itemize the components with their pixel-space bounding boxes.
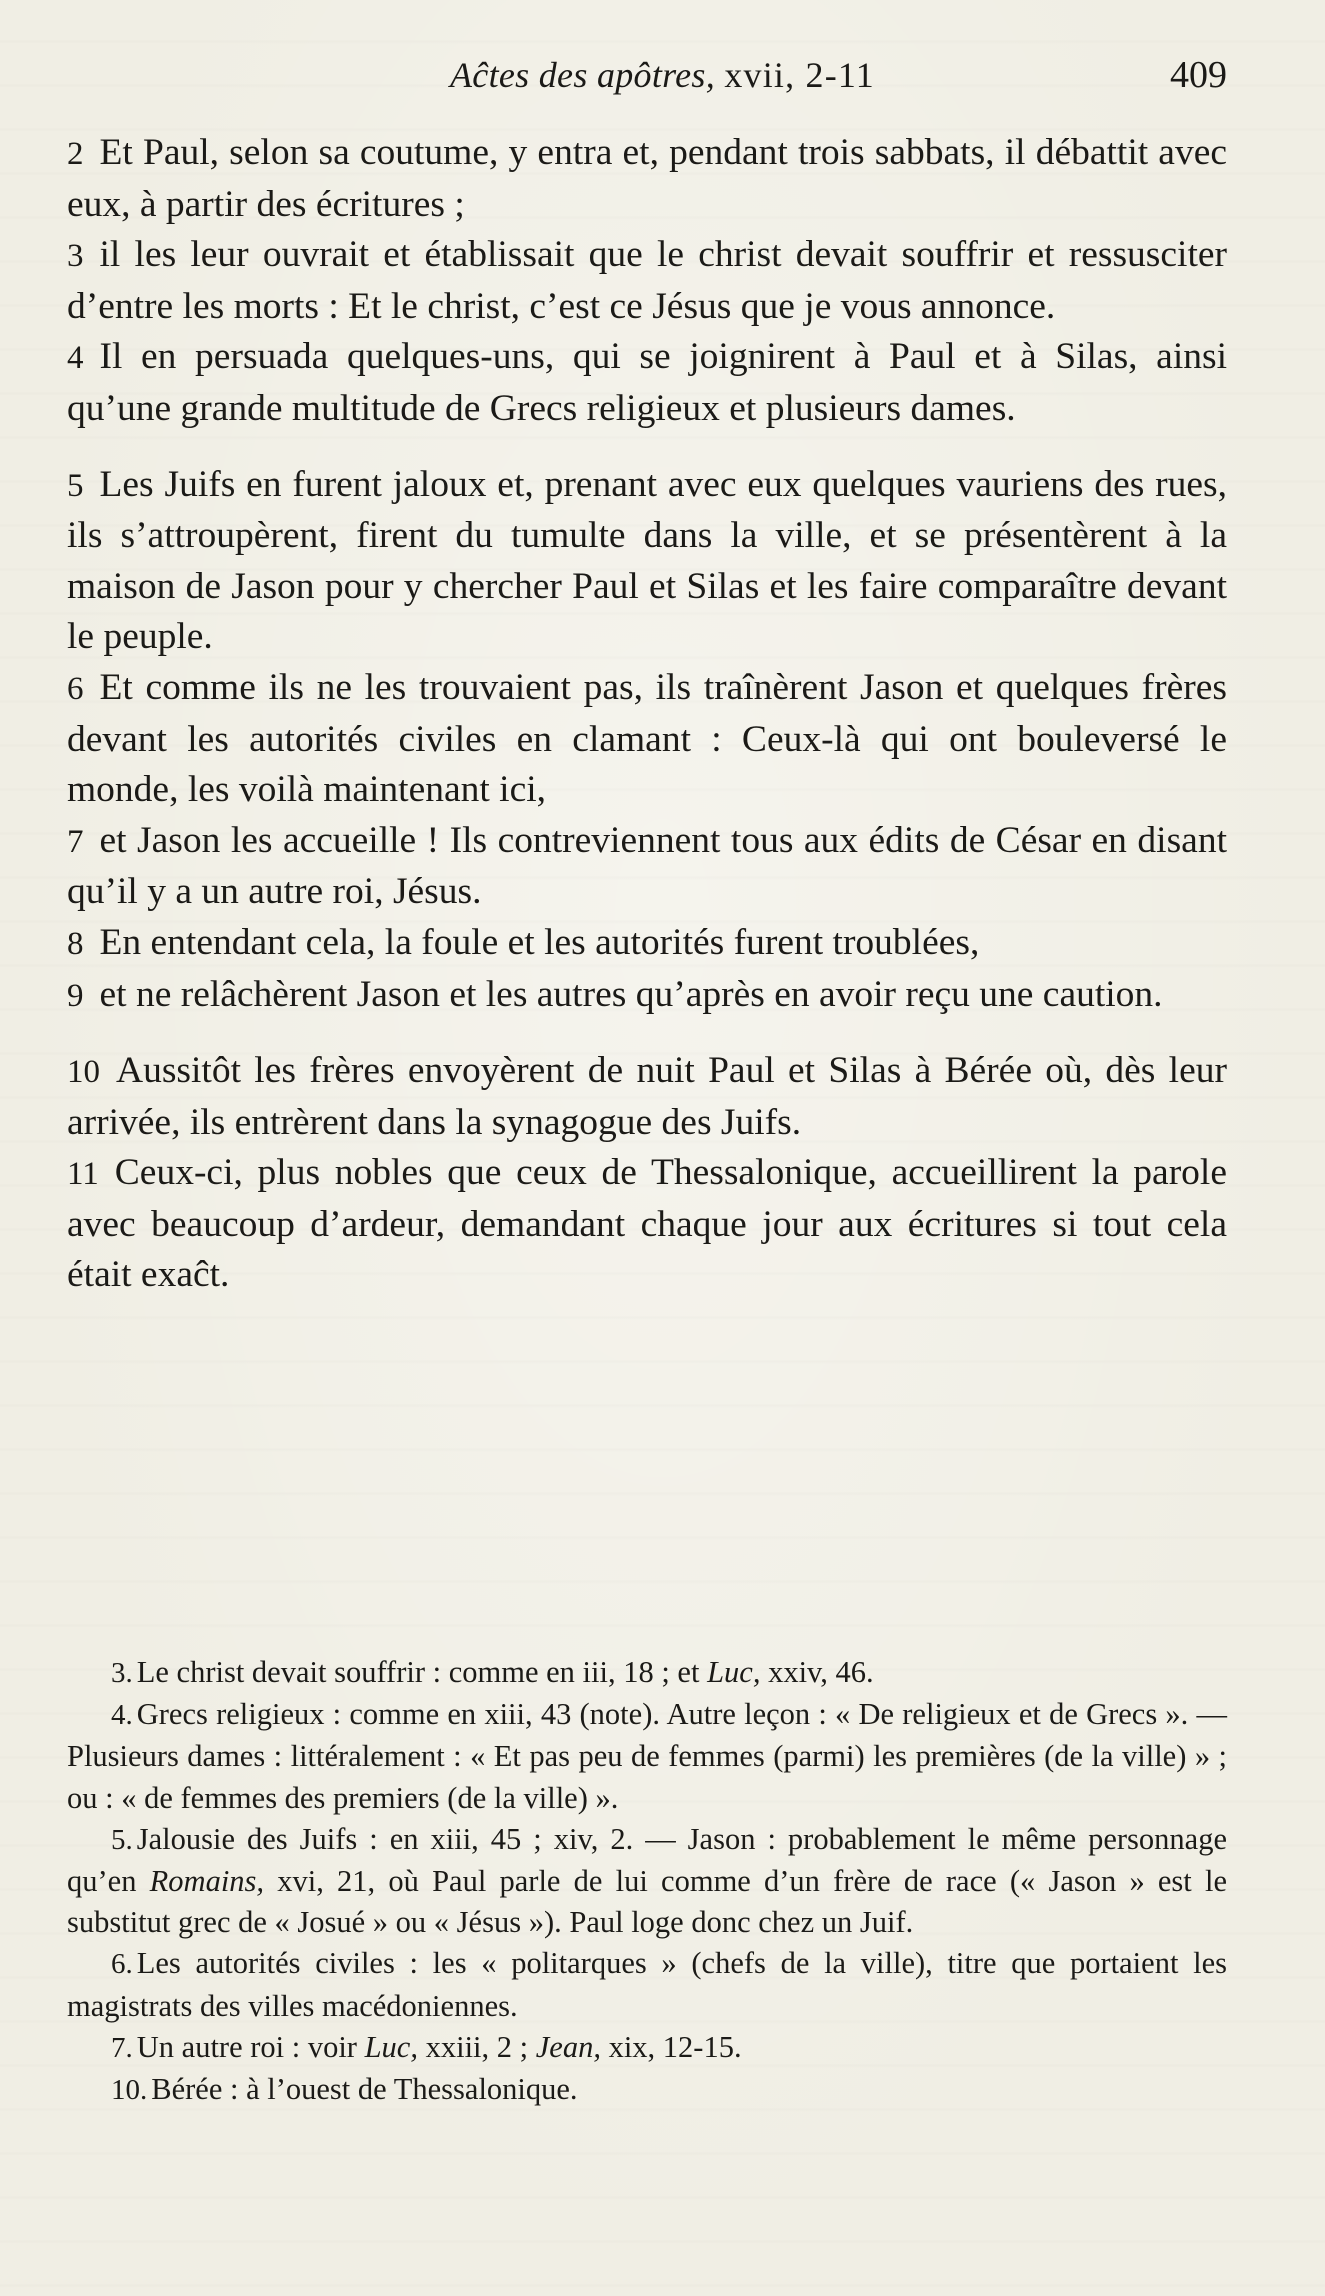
- verse-3: [67, 230, 1227, 332]
- verse-text: et Jason les accueille ! Ils contreviennent tous aux édits de César en disant qu’il y a un autre roi, Jésus.: [67, 819, 1227, 913]
- cross-reference-book: Luc,: [707, 1655, 761, 1689]
- verse-text: il les leur ouvrait et établissait que le christ devait souffrir et ressusciter d’entre les morts : Et le christ, c’est ce Jésus que je vous annonce.: [67, 234, 1227, 327]
- note-number: 7.: [111, 2031, 133, 2064]
- running-title: [0, 50, 1325, 100]
- verse-text: Et Paul, selon sa coutume, y entra et, pendant trois sabbats, il débattit avec eux, à partir des écritures ;: [67, 132, 1227, 225]
- verse-7: [67, 816, 1227, 918]
- verse-number: 3: [67, 238, 84, 275]
- verse-number: 4: [67, 340, 84, 377]
- verse-number: 8: [67, 925, 84, 962]
- note-text: xix, 12-15.: [600, 2029, 742, 2064]
- verse-number: 6: [67, 670, 84, 707]
- verse-number: 5: [67, 467, 84, 504]
- note-4: [67, 1694, 1227, 1819]
- verse-number: 7: [67, 823, 84, 860]
- note-text: Grecs religieux : comme en xiii, 43 (note). Autre leçon : « De religieux et de Grecs ». — Plusieurs dames : littéralement : « Et pas peu de femmes (parmi) les premières (de la ville) » ; ou : « de femmes des premiers (de la ville) ».: [67, 1697, 1227, 1815]
- verse-2: [67, 128, 1227, 230]
- note-number: 4.: [111, 1699, 133, 1732]
- verse-9: [67, 970, 1227, 1022]
- note-text: Un autre roi : voir: [136, 2029, 365, 2064]
- verse-8: [67, 918, 1227, 970]
- verse-text: Et comme ils ne les trouvaient pas, ils traînèrent Jason et quelques frères devant les autorités civiles en clamant : Ceux-là qui ont bouleversé le monde, les voilà maintenant ici,: [67, 666, 1227, 811]
- note-3: [67, 1652, 1227, 1694]
- verse-6: [67, 663, 1227, 816]
- verse-11: [67, 1148, 1227, 1301]
- note-text: Jalousie des Juifs : en xiii, 45 ; xiv, 2. — Jason : probablement le même personnage qu’en: [67, 1821, 1227, 1899]
- note-text: Le christ devait souffrir : comme en iii, 18 ; et: [136, 1655, 708, 1689]
- chapter-reference: xvii, 2-11: [724, 55, 875, 95]
- page-number: 409: [1170, 54, 1227, 96]
- note-number: 6.: [111, 1948, 133, 1981]
- cross-reference-book: Romains,: [149, 1864, 265, 1899]
- note-7: [67, 2027, 1227, 2069]
- verse-text: Aussitôt les frères envoyèrent de nuit Paul et Silas à Bérée où, dès leur arrivée, ils entrèrent dans la synagogue des Juifs.: [67, 1050, 1227, 1143]
- note-number: 10.: [111, 2074, 148, 2107]
- verse-number: 2: [67, 136, 84, 172]
- note-5: [67, 1819, 1227, 1944]
- note-number: 5.: [111, 1823, 133, 1856]
- note-text: xxiv, 46.: [760, 1655, 874, 1689]
- verse-number: 9: [67, 977, 84, 1014]
- verse-text: Les Juifs en furent jaloux et, prenant avec eux quelques vauriens des rues, ils s’attroupèrent, firent du tumulte dans la ville, et se présentèrent à la maison de Jason pour y chercher Paul et Silas et les faire comparaître devant le peuple.: [67, 463, 1227, 658]
- verse-number: 10: [67, 1054, 100, 1091]
- verse-block: [67, 128, 1227, 1301]
- running-header: [0, 50, 1325, 100]
- verse-number: 11: [67, 1156, 99, 1193]
- note-6: [67, 1943, 1227, 2026]
- verse-4: [67, 332, 1227, 434]
- verse-text: Il en persuada quelques-uns, qui se joignirent à Paul et à Silas, ainsi qu’une grande multitude de Grecs religieux et plusieurs dames.: [67, 336, 1227, 429]
- verse-text: En entendant cela, la foule et les autorités furent troublées,: [99, 921, 980, 963]
- footnotes: [67, 1652, 1227, 2111]
- verse-text: Ceux-ci, plus nobles que ceux de Thessalonique, accueillirent la parole avec beaucoup d’ardeur, demandant chaque jour aux écritures si tout cela était exaĉt.: [67, 1152, 1227, 1296]
- cross-reference-book: Jean,: [535, 2029, 601, 2064]
- note-text: Les autorités civiles : les « politarques » (chefs de la ville), titre que portaient les magistrats des villes macédoniennes.: [67, 1946, 1227, 2023]
- verse-10: [67, 1046, 1227, 1148]
- book-title: Aĉtes des apôtres,: [450, 55, 716, 95]
- note-10: [67, 2069, 1227, 2111]
- cross-reference-book: Luc,: [364, 2029, 418, 2064]
- note-number: 3.: [111, 1657, 133, 1689]
- note-text: xxiii, 2 ;: [417, 2029, 536, 2064]
- note-text: xvi, 21, où Paul parle de lui comme d’un frère de race (« Jason » est le substitut grec de « Josué » ou « Jésus »). Paul loge donc chez un Juif.: [67, 1864, 1227, 1940]
- note-text: Bérée : à l’ouest de Thessalonique.: [151, 2072, 578, 2107]
- verse-5: [67, 460, 1227, 663]
- verse-text: et ne relâchèrent Jason et les autres qu’après en avoir reçu une caution.: [99, 973, 1163, 1015]
